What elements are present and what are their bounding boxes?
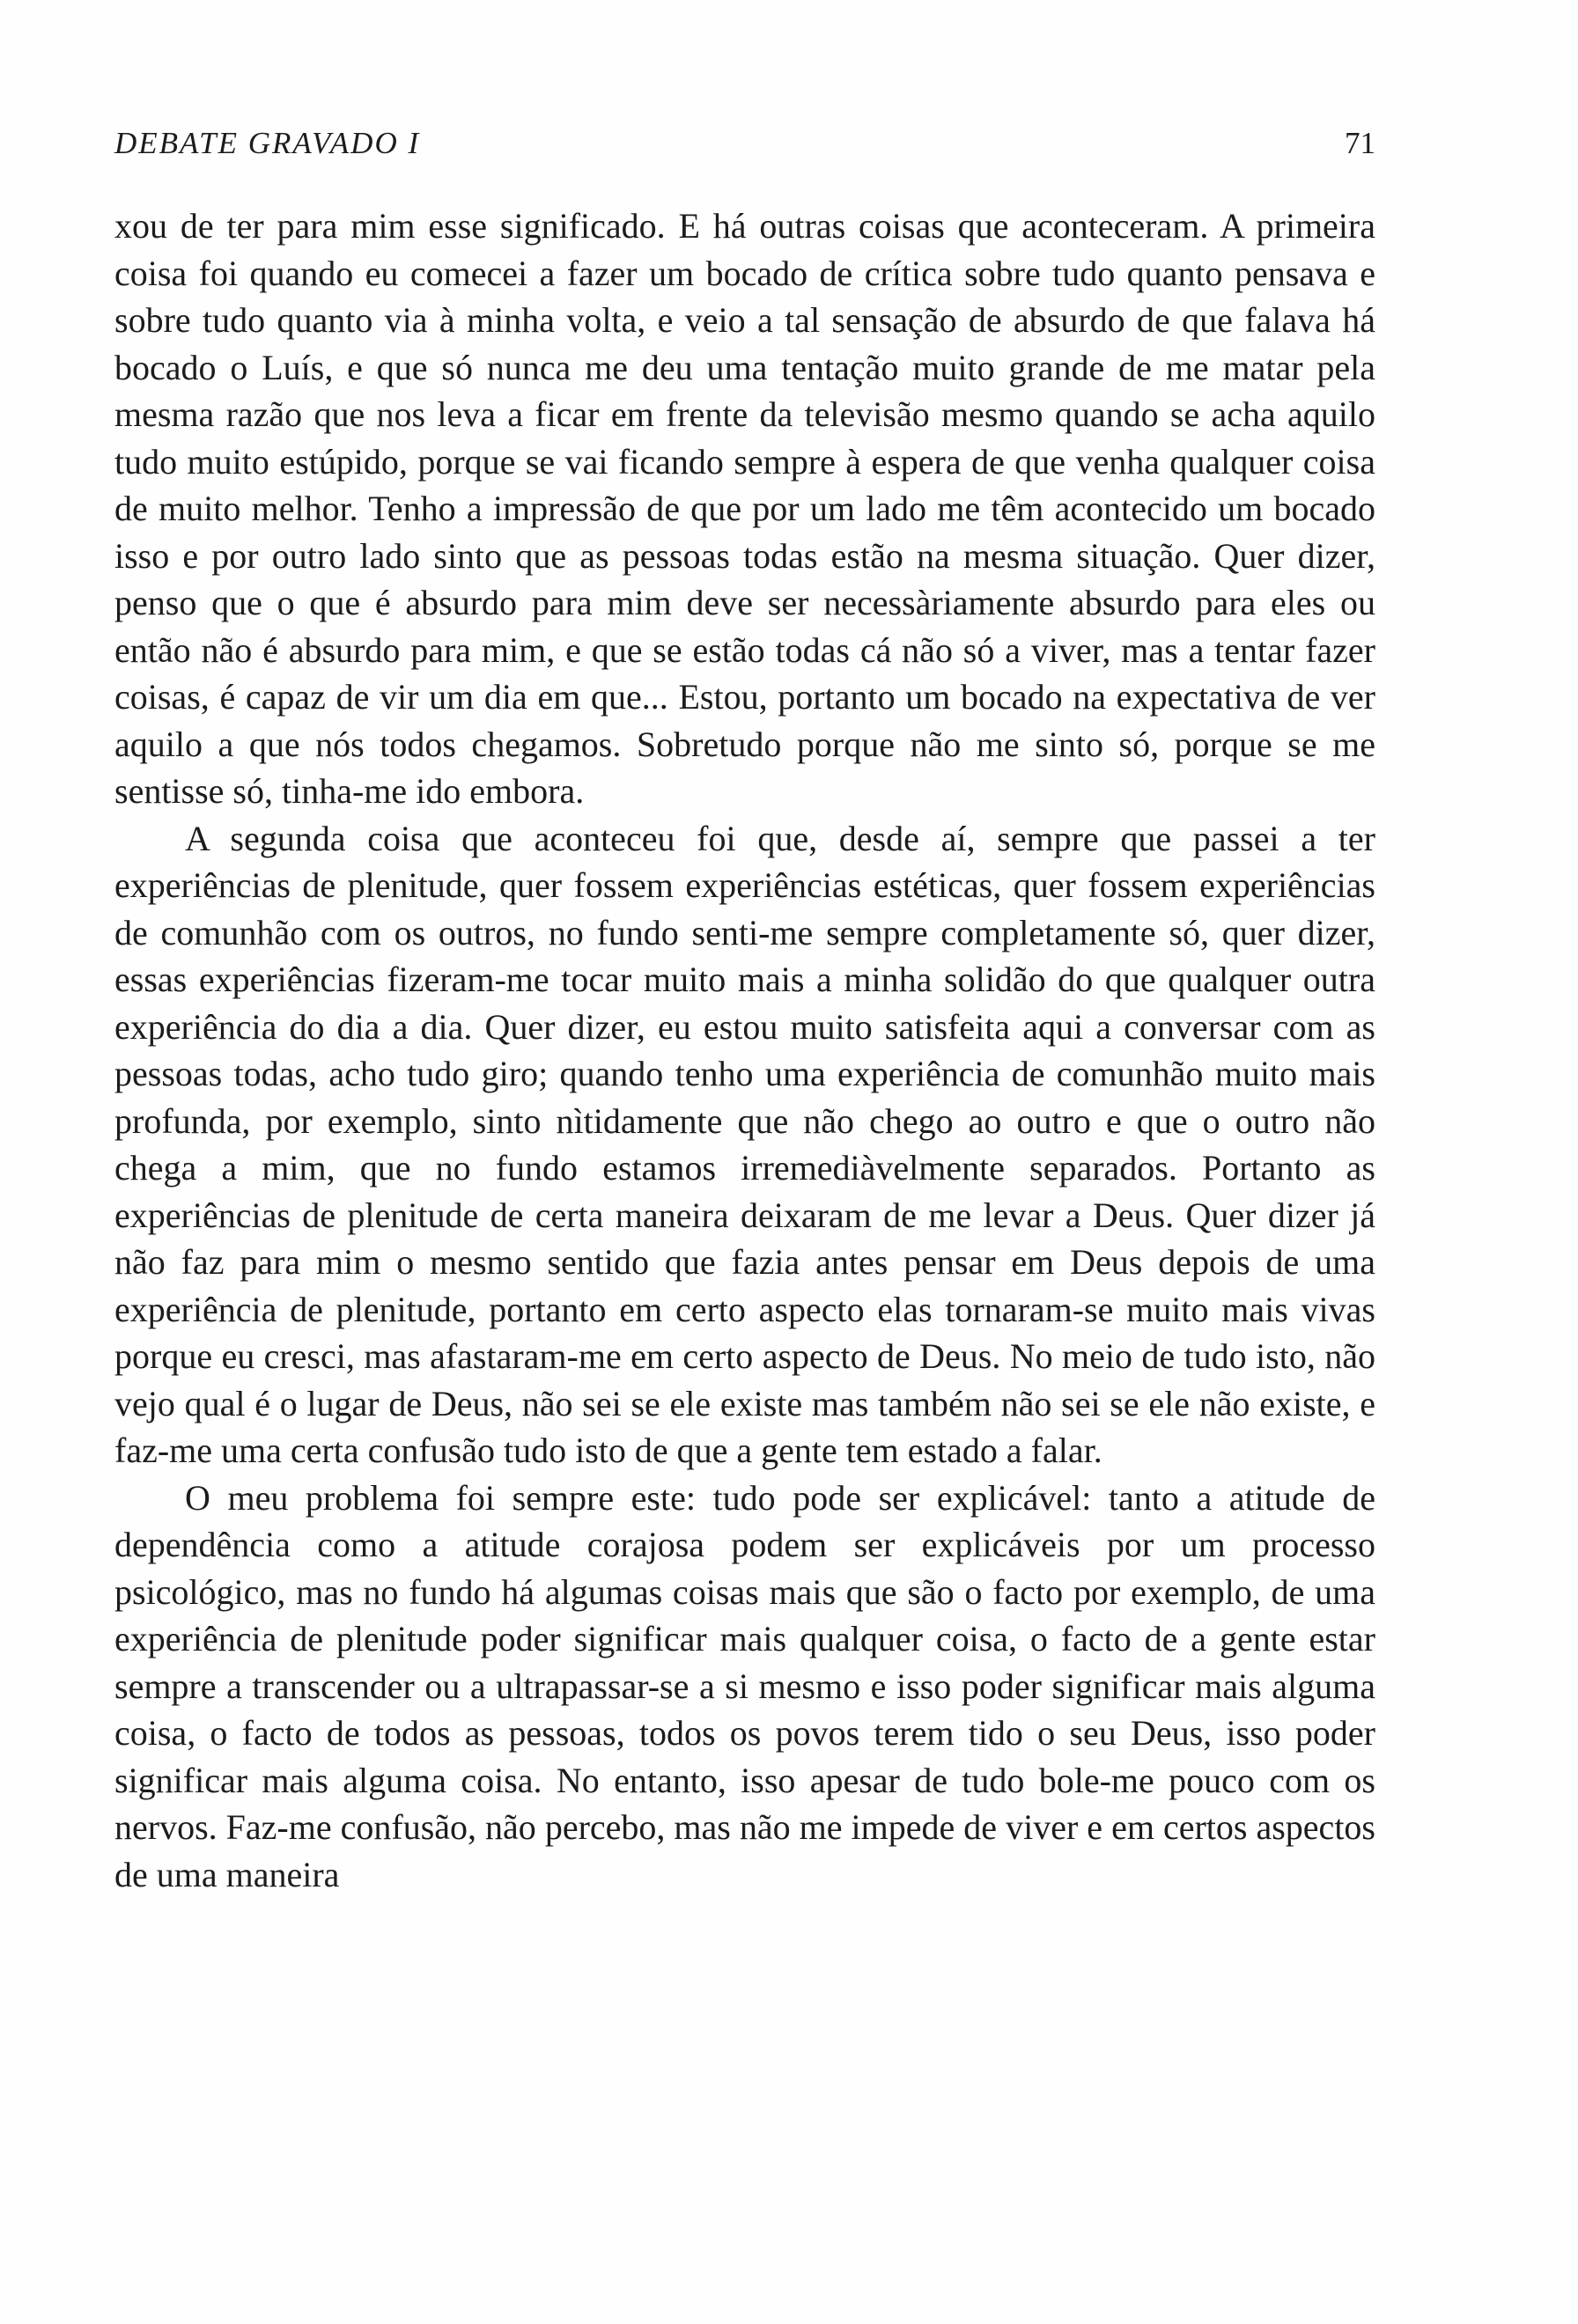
running-title: DEBATE GRAVADO I xyxy=(114,126,421,160)
paragraph-1: xou de ter para mim esse significado. E há outras coisas que aconteceram. A primeira coisa foi quando eu comecei a fazer um bocado de crítica sobre tudo quanto pensava e sobre tudo quanto via à minha volta, e veio a tal sensação de absurdo de que falava há bocado o Luís, e que só nunca me deu uma tentação muito grande de me matar pela mesma razão que nos leva a ficar em frente da televisão mesmo quando se acha aquilo tudo muito estúpido, porque se vai ficando sempre à espera de que venha qualquer coisa de muito melhor. Tenho a impressão de que por um lado me têm acontecido um bocado isso e por outro lado sinto que as pessoas todas estão na mesma situação. Quer dizer, penso que o que é absurdo para mim deve ser necessàriamente absurdo para eles ou então não é absurdo para mim, e que se estão todas cá não só a viver, mas a tentar fazer coisas, é capaz de vir um dia em que... Estou, portanto um bocado na expectativa de ver aquilo a que nós todos chegamos. Sobretudo porque não me sinto só, porque se me sentisse só, tinha-me ido embora. xyxy=(114,206,1375,811)
body-text xyxy=(114,202,1375,1898)
running-head xyxy=(114,121,1375,165)
paragraph-2: A segunda coisa que aconteceu foi que, desde aí, sempre que passei a ter experiências de plenitude, quer fossem experiências estéticas, quer fossem experiências de comunhão com os outros, no fundo senti-me sempre completamente só, quer dizer, essas experiências fizeram-me tocar muito mais a minha solidão do que qualquer outra experiência do dia a dia. Quer dizer, eu estou muito satisfeita aqui a conversar com as pessoas todas, acho tudo giro; quando tenho uma experiência de comunhão muito mais profunda, por exemplo, sinto nìtidamente que não chego ao outro e que o outro não chega a mim, que no fundo estamos irremediàvelmente separados. Portanto as experiências de plenitude de certa maneira deixaram de me levar a Deus. Quer dizer já não faz para mim o mesmo sentido que fazia antes pensar em Deus depois de uma experiência de plenitude, portanto em certo aspecto elas tornaram-se muito mais vivas porque eu cresci, mas afastaram-me em certo aspecto de Deus. No meio de tudo isto, não vejo qual é o lugar de Deus, não sei se ele existe mas também não sei se ele não existe, e faz-me uma certa confusão tudo isto de que a gente tem estado a falar. xyxy=(114,818,1375,1470)
paragraph-3: O meu problema foi sempre este: tudo pode ser explicável: tanto a atitude de dependência como a atitude corajosa podem ser explicáveis por um processo psicológico, mas no fundo há algumas coisas mais que são o facto por exemplo, de uma experiência de plenitude poder significar mais qualquer coisa, o facto de a gente estar sempre a transcender ou a ultrapassar-se a si mesmo e isso poder significar mais alguma coisa, o facto de todos as pessoas, todos os povos terem tido o seu Deus, isso poder significar mais alguma coisa. No entanto, isso apesar de tudo bole-me pouco com os nervos. Faz-me confusão, não percebo, mas não me impede de viver e em certos aspectos de uma maneira xyxy=(114,1477,1375,1894)
page-number: 71 xyxy=(1345,126,1375,160)
